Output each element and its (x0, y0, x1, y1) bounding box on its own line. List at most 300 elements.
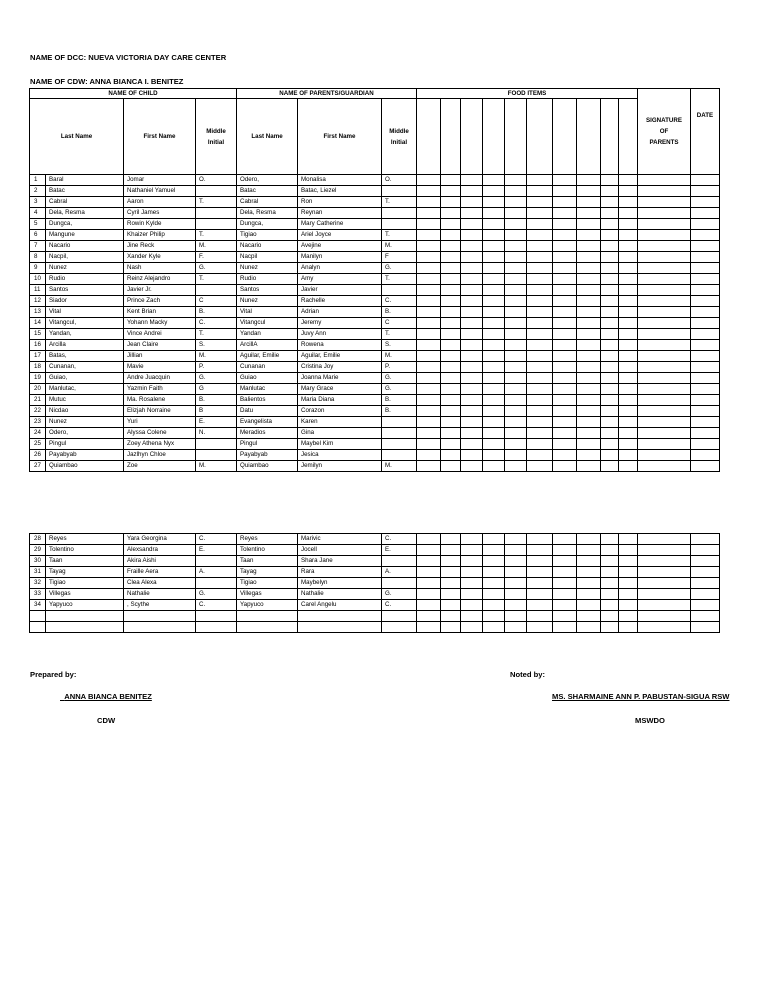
food-item-cell (527, 439, 553, 450)
child-last-name: Tigiao (46, 578, 124, 589)
food-item-cell (619, 219, 638, 230)
date-cell (691, 600, 720, 611)
food-item-cell (619, 600, 638, 611)
food-item-cell (619, 252, 638, 263)
child-first-name: Yohann Macky (124, 318, 196, 329)
row-number: 21 (30, 395, 46, 406)
parent-middle-initial: P. (382, 362, 417, 373)
parent-last-name (237, 622, 298, 633)
table-row (30, 622, 720, 633)
child-middle-initial: B. (196, 307, 237, 318)
table-row (30, 252, 720, 263)
food-item-cell (505, 406, 527, 417)
food-item-cell (505, 318, 527, 329)
food-item-cell (441, 406, 461, 417)
food-item-cell (527, 534, 553, 545)
parent-last-name: Nunez (237, 296, 298, 307)
parent-first-name: Rowena (298, 340, 382, 351)
child-last-name: Arcilla (46, 340, 124, 351)
signature-cell (638, 296, 691, 307)
parent-middle-initial (382, 428, 417, 439)
parent-first-name: Joanna Marie (298, 373, 382, 384)
food-item-cell (505, 263, 527, 274)
table-row (30, 395, 720, 406)
parent-middle-initial: G. (382, 384, 417, 395)
food-item-cell (483, 567, 505, 578)
parent-first-name: Avejine (298, 241, 382, 252)
food-item-cell (505, 545, 527, 556)
signature-cell (638, 578, 691, 589)
food-item-cell (461, 384, 483, 395)
date-cell (691, 307, 720, 318)
row-number: 23 (30, 417, 46, 428)
food-item-cell (527, 406, 553, 417)
food-item-cell (417, 362, 441, 373)
food-item-cell (619, 384, 638, 395)
food-item-cell (461, 197, 483, 208)
food-item-cell (505, 567, 527, 578)
date-cell (691, 439, 720, 450)
signature-cell (638, 208, 691, 219)
child-last-name: Dungca, (46, 219, 124, 230)
child-middle-initial: T. (196, 197, 237, 208)
table-row (30, 175, 720, 186)
food-item-cell (417, 197, 441, 208)
child-middle-initial (196, 450, 237, 461)
table-row (30, 208, 720, 219)
parent-middle-initial (382, 622, 417, 633)
child-last-name: Dela, Resma (46, 208, 124, 219)
food-item-cell (527, 175, 553, 186)
food-item-cell (577, 197, 601, 208)
food-item-cell (527, 600, 553, 611)
food-item-cell (441, 384, 461, 395)
food-item-cell (461, 450, 483, 461)
table-row (30, 197, 720, 208)
parent-middle-initial: O. (382, 175, 417, 186)
row-number: 12 (30, 296, 46, 307)
food-item-cell (601, 219, 619, 230)
signature-cell (638, 307, 691, 318)
food-item-col (527, 99, 553, 175)
food-item-cell (417, 208, 441, 219)
food-item-cell (417, 186, 441, 197)
food-item-cell (601, 428, 619, 439)
food-item-cell (577, 307, 601, 318)
food-item-cell (619, 263, 638, 274)
food-item-cell (461, 219, 483, 230)
date-cell (691, 285, 720, 296)
child-last-name: Rudio (46, 274, 124, 285)
child-first-name: Yazmin Faith (124, 384, 196, 395)
food-item-cell (553, 373, 577, 384)
food-item-cell (619, 329, 638, 340)
food-item-cell (441, 578, 461, 589)
food-item-cell (461, 351, 483, 362)
food-item-cell (527, 329, 553, 340)
food-item-cell (601, 296, 619, 307)
parent-last-name: Yandan (237, 329, 298, 340)
parent-last-name: Balientos (237, 395, 298, 406)
food-item-cell (441, 186, 461, 197)
child-middle-initial: M. (196, 351, 237, 362)
date-cell (691, 219, 720, 230)
food-item-cell (417, 450, 441, 461)
food-item-cell (577, 611, 601, 622)
child-first-name: Jillian (124, 351, 196, 362)
food-item-col (483, 99, 505, 175)
food-item-cell (483, 556, 505, 567)
food-item-cell (527, 208, 553, 219)
signature-cell (638, 406, 691, 417)
food-item-cell (619, 373, 638, 384)
signature-cell (638, 417, 691, 428)
parent-middle-initial (382, 556, 417, 567)
child-last-name: Baral (46, 175, 124, 186)
food-item-cell (461, 186, 483, 197)
food-item-cell (601, 373, 619, 384)
food-item-cell (505, 439, 527, 450)
food-item-cell (553, 285, 577, 296)
child-middle-initial: E. (196, 545, 237, 556)
child-last-name: Batas, (46, 351, 124, 362)
parent-last-name: Aguilar, Emilie (237, 351, 298, 362)
food-item-cell (619, 417, 638, 428)
food-item-cell (577, 296, 601, 307)
child-first-name: Rowin Kylde (124, 219, 196, 230)
food-item-cell (483, 208, 505, 219)
parent-last-name: Cabral (237, 197, 298, 208)
food-item-cell (527, 307, 553, 318)
food-item-cell (461, 534, 483, 545)
food-item-cell (553, 274, 577, 285)
child-middle-initial: T. (196, 230, 237, 241)
signature-cell (638, 545, 691, 556)
food-item-cell (505, 340, 527, 351)
food-item-cell (527, 362, 553, 373)
food-item-cell (505, 556, 527, 567)
food-item-cell (527, 589, 553, 600)
food-item-cell (577, 263, 601, 274)
date-cell (691, 578, 720, 589)
food-item-cell (577, 373, 601, 384)
food-item-cell (577, 329, 601, 340)
child-middle-initial: N. (196, 428, 237, 439)
row-number: 8 (30, 252, 46, 263)
food-item-cell (417, 545, 441, 556)
parent-last-name: Guiao (237, 373, 298, 384)
food-item-cell (441, 175, 461, 186)
food-item-cell (417, 567, 441, 578)
food-item-cell (461, 362, 483, 373)
date-cell (691, 450, 720, 461)
row-number: 18 (30, 362, 46, 373)
food-item-cell (461, 567, 483, 578)
food-item-cell (619, 362, 638, 373)
parent-last-name: Nunez (237, 263, 298, 274)
food-item-cell (619, 545, 638, 556)
signature-cell (638, 362, 691, 373)
date-cell (691, 567, 720, 578)
food-item-cell (601, 241, 619, 252)
child-last-name: Villegas (46, 589, 124, 600)
food-item-cell (553, 589, 577, 600)
food-item-cell (527, 197, 553, 208)
food-item-cell (553, 406, 577, 417)
parent-last-name: Dungca, (237, 219, 298, 230)
child-first-name: Jine Reck (124, 241, 196, 252)
food-item-cell (577, 384, 601, 395)
food-item-cell (505, 175, 527, 186)
signature-cell (638, 351, 691, 362)
signature-cell (638, 318, 691, 329)
food-item-cell (527, 351, 553, 362)
food-item-cell (441, 611, 461, 622)
food-item-cell (527, 373, 553, 384)
food-item-cell (483, 417, 505, 428)
food-item-cell (553, 534, 577, 545)
food-item-cell (601, 567, 619, 578)
child-middle-initial (196, 611, 237, 622)
date-cell (691, 186, 720, 197)
parent-first-name (298, 611, 382, 622)
food-item-cell (601, 307, 619, 318)
food-item-cell (527, 556, 553, 567)
food-item-cell (461, 600, 483, 611)
row-number: 3 (30, 197, 46, 208)
child-last-name: Yapyuco (46, 600, 124, 611)
child-first-name: Cyril James (124, 208, 196, 219)
food-item-cell (577, 186, 601, 197)
food-item-cell (441, 296, 461, 307)
food-item-cell (527, 567, 553, 578)
child-last-name: Payabyab (46, 450, 124, 461)
parent-first-name: Batac, Liezel (298, 186, 382, 197)
food-item-cell (577, 274, 601, 285)
child-first-name (124, 611, 196, 622)
food-item-col (601, 99, 619, 175)
food-item-cell (527, 450, 553, 461)
child-first-name-header: First Name (124, 99, 196, 175)
table-row (30, 450, 720, 461)
child-first-name: Ma. Rosalene (124, 395, 196, 406)
parent-first-name: Reynan (298, 208, 382, 219)
food-item-cell (527, 230, 553, 241)
table-row (30, 340, 720, 351)
parent-first-name: Jeremy (298, 318, 382, 329)
food-item-cell (441, 230, 461, 241)
food-item-cell (553, 296, 577, 307)
food-item-cell (553, 578, 577, 589)
food-item-cell (461, 274, 483, 285)
row-number (30, 622, 46, 633)
food-item-cell (483, 329, 505, 340)
parent-last-name: Manlutac (237, 384, 298, 395)
child-first-name: Jomar (124, 175, 196, 186)
parent-first-name: Ariel Joyce (298, 230, 382, 241)
food-item-cell (553, 230, 577, 241)
signature-cell (638, 534, 691, 545)
parent-middle-initial: M. (382, 241, 417, 252)
food-item-cell (417, 395, 441, 406)
date-cell (691, 296, 720, 307)
food-item-cell (577, 406, 601, 417)
food-item-cell (417, 428, 441, 439)
food-item-col (619, 99, 638, 175)
food-item-cell (577, 417, 601, 428)
food-item-cell (461, 285, 483, 296)
parent-first-name: Jocell (298, 545, 382, 556)
signature-cell (638, 329, 691, 340)
food-item-cell (553, 186, 577, 197)
food-item-cell (527, 340, 553, 351)
child-middle-initial: O. (196, 175, 237, 186)
child-first-name: Akira Aishi (124, 556, 196, 567)
food-item-cell (601, 600, 619, 611)
child-first-name: Zoe (124, 461, 196, 472)
food-item-cell (553, 600, 577, 611)
food-item-cell (553, 395, 577, 406)
child-middle-initial (196, 186, 237, 197)
parent-first-name: Analyn (298, 263, 382, 274)
child-middle-initial (196, 219, 237, 230)
parent-first-name: Corazon (298, 406, 382, 417)
table-row (30, 362, 720, 373)
food-item-cell (483, 600, 505, 611)
food-item-cell (505, 307, 527, 318)
food-item-cell (577, 208, 601, 219)
food-item-cell (619, 241, 638, 252)
food-item-col (461, 99, 483, 175)
food-item-cell (505, 329, 527, 340)
row-number: 16 (30, 340, 46, 351)
food-item-cell (461, 589, 483, 600)
row-number: 9 (30, 263, 46, 274)
signature-cell (638, 373, 691, 384)
parent-middle-initial: G. (382, 263, 417, 274)
child-first-name: Nathaniel Yamuel (124, 186, 196, 197)
food-item-cell (619, 428, 638, 439)
food-item-cell (441, 263, 461, 274)
food-item-cell (527, 186, 553, 197)
child-last-name: Cunanan, (46, 362, 124, 373)
child-middle-initial: G (196, 384, 237, 395)
food-item-cell (417, 285, 441, 296)
food-item-cell (601, 208, 619, 219)
food-item-cell (417, 318, 441, 329)
parent-last-name: Taan (237, 556, 298, 567)
food-item-cell (601, 263, 619, 274)
food-item-cell (577, 567, 601, 578)
date-cell (691, 545, 720, 556)
table-row (30, 351, 720, 362)
signature-cell (638, 611, 691, 622)
food-item-cell (417, 241, 441, 252)
food-item-cell (527, 384, 553, 395)
parent-first-name: Maybel Kim (298, 439, 382, 450)
food-item-cell (417, 263, 441, 274)
food-item-cell (461, 340, 483, 351)
table-row (30, 534, 720, 545)
signature-cell (638, 567, 691, 578)
food-item-cell (483, 175, 505, 186)
date-cell (691, 241, 720, 252)
food-item-cell (505, 219, 527, 230)
parent-middle-initial (382, 450, 417, 461)
food-item-cell (505, 395, 527, 406)
signature-cell (638, 622, 691, 633)
parent-middle-initial: T. (382, 274, 417, 285)
child-middle-initial: C. (196, 534, 237, 545)
child-first-name: Prince Zach (124, 296, 196, 307)
parent-last-name: Evangelista (237, 417, 298, 428)
dcc-name: NAME OF DCC: NUEVA VICTORIA DAY CARE CENTER (30, 53, 227, 62)
child-last-name: Siador (46, 296, 124, 307)
food-item-cell (417, 274, 441, 285)
child-middle-initial: T. (196, 274, 237, 285)
food-item-cell (601, 589, 619, 600)
row-number: 25 (30, 439, 46, 450)
child-middle-initial (196, 556, 237, 567)
child-last-name: Manlutac, (46, 384, 124, 395)
child-last-name: Nacpil, (46, 252, 124, 263)
parent-middle-initial: C (382, 318, 417, 329)
parent-last-name: Payabyab (237, 450, 298, 461)
signature-cell (638, 285, 691, 296)
food-item-cell (441, 373, 461, 384)
parent-first-name: Rara (298, 567, 382, 578)
row-number: 31 (30, 567, 46, 578)
child-last-name: Santos (46, 285, 124, 296)
food-item-cell (483, 241, 505, 252)
parent-last-name: Cunanan (237, 362, 298, 373)
parent-first-name: Aguilar, Emilie (298, 351, 382, 362)
child-middle-initial: B (196, 406, 237, 417)
parent-middle-initial: C. (382, 296, 417, 307)
food-item-cell (461, 406, 483, 417)
date-cell (691, 461, 720, 472)
child-first-name (124, 622, 196, 633)
date-cell (691, 622, 720, 633)
noted-by-label: Noted by: (510, 670, 546, 679)
parent-last-name: Reyes (237, 534, 298, 545)
food-item-cell (527, 219, 553, 230)
food-item-cell (441, 318, 461, 329)
child-last-name: Tayag (46, 567, 124, 578)
food-item-cell (417, 439, 441, 450)
food-item-cell (577, 351, 601, 362)
date-cell (691, 197, 720, 208)
signature-cell (638, 252, 691, 263)
row-number: 29 (30, 545, 46, 556)
food-item-cell (619, 589, 638, 600)
date-cell (691, 340, 720, 351)
food-item-cell (505, 241, 527, 252)
child-middle-initial (196, 622, 237, 633)
child-first-name: , Scythe (124, 600, 196, 611)
parent-last-name: Villegas (237, 589, 298, 600)
child-last-name: Nunez (46, 417, 124, 428)
row-number: 13 (30, 307, 46, 318)
parent-last-name: Vital (237, 307, 298, 318)
parent-last-name: Yapyuco (237, 600, 298, 611)
row-number: 33 (30, 589, 46, 600)
row-number: 34 (30, 600, 46, 611)
date-cell (691, 556, 720, 567)
food-item-cell (601, 611, 619, 622)
child-middle-initial: T. (196, 329, 237, 340)
child-middle-initial: M. (196, 241, 237, 252)
